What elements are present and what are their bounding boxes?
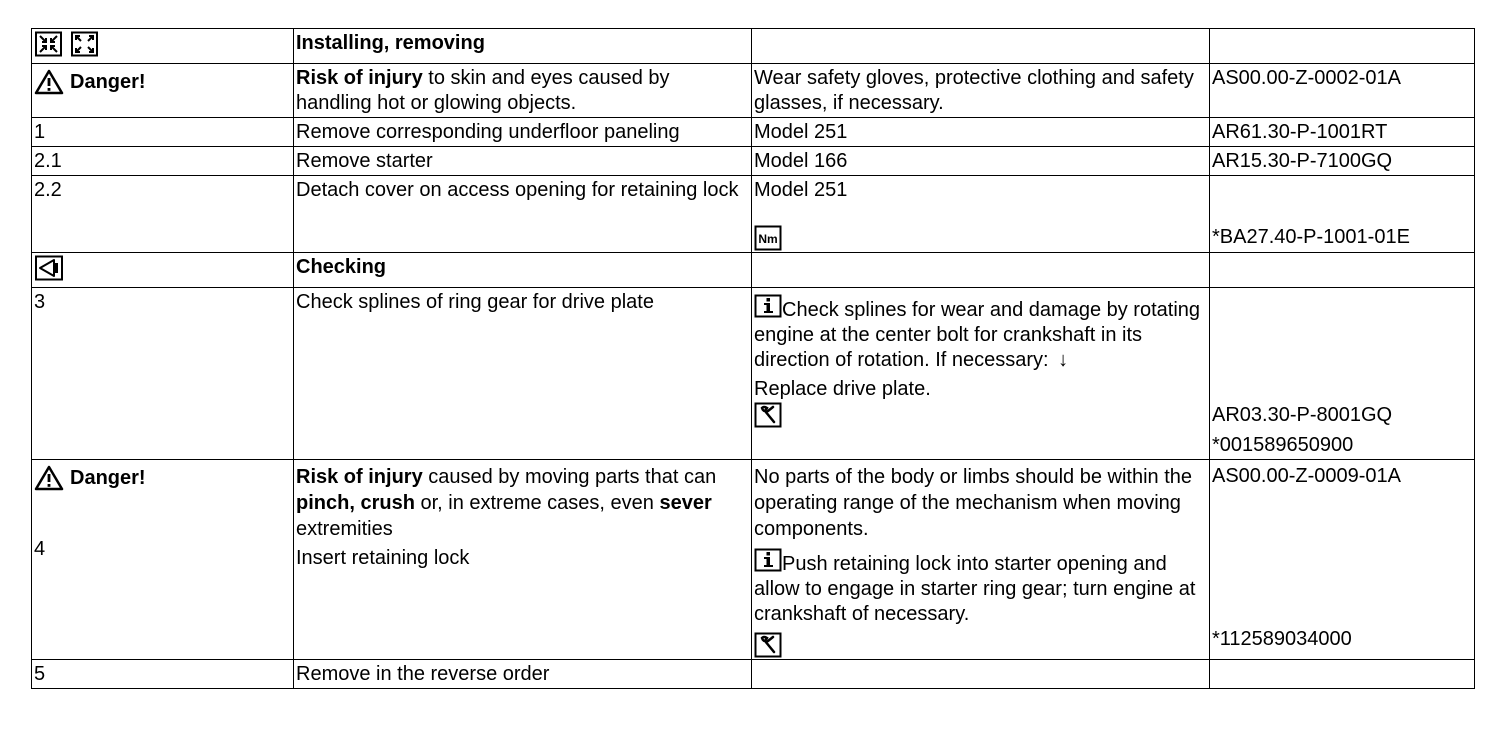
info-text: Check splines for wear and damage by rotating engine at the center bolt for crankshaft in its direction of rotation. If necessary: (754, 299, 1201, 371)
risk-text: to skin and eyes caused by handling hot or glowing objects. (296, 67, 670, 114)
step-note: Model 251 (754, 179, 848, 201)
step-text: Remove corresponding underfloor paneling (294, 118, 752, 147)
step-number: 2.2 (32, 176, 294, 253)
empty-cell (752, 660, 1210, 689)
install-remove-icons (34, 31, 100, 57)
danger-ref-cell (1210, 460, 1475, 660)
table-row (32, 660, 1475, 689)
step-ref: *BA27.40-P-1001-01E (1212, 226, 1410, 248)
warning-triangle-icon (34, 69, 64, 95)
empty-cell (1210, 29, 1475, 64)
step-note-cell (752, 176, 1210, 253)
step-ref-cell (1210, 288, 1475, 460)
header-icons-cell (32, 29, 294, 64)
down-arrow-icon: ↓ (1058, 349, 1069, 371)
danger-risk-cell (294, 64, 752, 118)
torque-nm-icon (754, 225, 782, 251)
step-info-cell (752, 288, 1210, 460)
section-title-checking: Checking (294, 253, 752, 288)
risk-text: extremities (296, 518, 393, 540)
table-row (32, 288, 1475, 460)
table-row (32, 118, 1475, 147)
empty-cell (752, 253, 1210, 288)
table-row (32, 176, 1475, 253)
checking-icon-cell (32, 253, 294, 288)
danger-ref-cell: AS00.00-Z-0002-01A (1210, 64, 1475, 118)
empty-cell (1210, 253, 1475, 288)
info-icon (754, 548, 782, 572)
warning-triangle-icon (34, 465, 64, 491)
step-ref-cell (1210, 176, 1475, 253)
step-number: 3 (32, 288, 294, 460)
step-ref: AR03.30-P-8001GQ (1212, 404, 1393, 426)
table-row (32, 147, 1475, 176)
remove-icon (72, 33, 97, 56)
special-tool-icon (754, 402, 782, 428)
torque-icon-label: Nm (758, 232, 778, 246)
danger-measure-cell: Wear safety gloves, protective clothing and safety glasses, if necessary. (752, 64, 1210, 118)
danger-label-cell (32, 460, 294, 660)
risk-bold: Risk of injury (296, 67, 423, 89)
step-number: 5 (32, 660, 294, 689)
step-number: 4 (34, 538, 46, 560)
danger-risk-cell (294, 460, 752, 660)
step-note: Model 166 (752, 147, 1210, 176)
risk-text: or, in extreme cases, even (414, 492, 660, 514)
tool-ref: *001589650900 (1212, 434, 1354, 456)
procedure-table (31, 28, 1475, 689)
header-row (32, 29, 1475, 64)
step-note: Model 251 (752, 118, 1210, 147)
danger-measure: No parts of the body or limbs should be within the operating range of the mechanism when moving components. (754, 466, 1193, 540)
danger-label: Danger! (70, 70, 146, 93)
step-text: Remove starter (294, 147, 752, 176)
step-text: Check splines of ring gear for drive plate (294, 288, 752, 460)
tool-ref: *112589034000 (1212, 628, 1352, 650)
install-icon (36, 33, 61, 56)
danger-ref: AS00.00-Z-0009-01A (1212, 465, 1402, 487)
special-tool-icon (754, 632, 782, 658)
step-text: Remove in the reverse order (294, 660, 752, 689)
step-number: 2.1 (32, 147, 294, 176)
step-ref: AR61.30-P-1001RT (1210, 118, 1475, 147)
danger-row (32, 64, 1475, 118)
check-icon (34, 255, 64, 281)
danger-label-cell (32, 64, 294, 118)
section-title-installing: Installing, removing (294, 29, 752, 64)
action-text: Replace drive plate. (754, 378, 931, 400)
checking-header-row (32, 253, 1475, 288)
empty-cell (752, 29, 1210, 64)
step-number: 1 (32, 118, 294, 147)
step-text: Insert retaining lock (296, 547, 470, 569)
danger-row (32, 460, 1475, 660)
empty-cell (1210, 660, 1475, 689)
info-text: Push retaining lock into starter opening and allow to engage in starter ring gear; turn engine at crankshaft of necessary. (754, 553, 1196, 625)
risk-bold-pinch: pinch, crush (296, 492, 415, 514)
danger-measure-cell (752, 460, 1210, 660)
risk-bold: Risk of injury (296, 466, 423, 488)
risk-bold-sever: sever (659, 492, 712, 514)
danger-label: Danger! (70, 466, 146, 489)
info-icon (754, 294, 782, 318)
step-ref: AR15.30-P-7100GQ (1210, 147, 1475, 176)
step-text: Detach cover on access opening for retaining lock (294, 176, 752, 253)
risk-text: caused by moving parts that can (422, 466, 717, 488)
